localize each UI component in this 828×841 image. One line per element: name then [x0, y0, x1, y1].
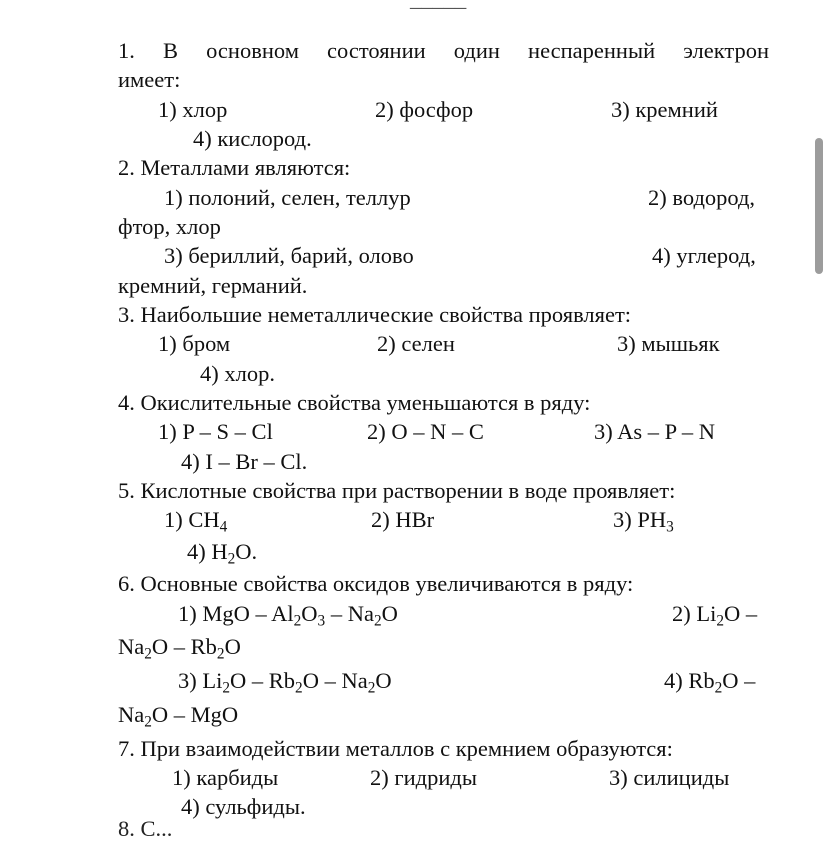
q6-option-4-cont: $Na_2O$ – MgO	[118, 702, 239, 731]
q2-option-1: 1) полоний, селен, теллур	[164, 185, 411, 210]
page-header-fragment	[410, 0, 466, 11]
q4-option-2: 2) O – N – C	[367, 419, 484, 444]
q7-option-1: 1) карбиды	[172, 765, 279, 790]
q5-option-4: 4) $H_2O$.	[187, 539, 258, 568]
q1-option-3: 3) кремний	[611, 97, 718, 122]
next-question-fragment: 8. С...	[118, 816, 173, 841]
q6-option-2: 2) $Li_2O$ –	[672, 601, 758, 630]
q1-option-2: 2) фосфор	[375, 97, 474, 122]
q6-option-1: 1) MgO – $Al_2O_3 - Na_2O$	[178, 601, 398, 630]
question-4-text: 4. Окислительные свойства уменьшаются в ряду:	[118, 390, 591, 415]
q1-option-1: 1) хлор	[158, 97, 228, 122]
q4-option-3: 3) As – P – N	[594, 419, 716, 444]
q1-option-4: 4) кислород.	[193, 126, 312, 151]
q2-option-3: 3) бериллий, барий, олово	[164, 243, 414, 268]
q2-option-4: 4) углерод,	[652, 243, 756, 268]
q3-option-2: 2) селен	[377, 331, 455, 356]
q5-option-2: 2) HBr	[371, 507, 435, 532]
q6-option-3: 3) $Li_2O - Rb_2O - Na_2O$	[178, 668, 392, 697]
question-5-text: 5. Кислотные свойства при растворении в воде проявляет:	[118, 478, 676, 503]
q4-option-1: 1) P – S – Cl	[158, 419, 273, 444]
q5-option-1: 1) $CH_4$	[164, 507, 228, 536]
q2-option-2-cont: фтор, хлор	[118, 214, 221, 239]
question-2-text: 2. Металлами являются:	[118, 155, 351, 180]
q3-option-1: 1) бром	[158, 331, 231, 356]
q6-option-2-cont: $Na_2O - Rb_2O$	[118, 634, 241, 663]
q2-option-2: 2) водород,	[648, 185, 756, 210]
question-3-text: 3. Наибольшие неметаллические свойства проявляет:	[118, 302, 632, 327]
q3-option-3: 3) мышьяк	[617, 331, 720, 356]
question-7-text: 7. При взаимодействии металлов с кремнием образуются:	[118, 736, 673, 761]
question-1-text: 1. В основном состоянии один неспаренный электрон	[118, 38, 769, 63]
q4-option-4: 4) I – Br – Cl.	[181, 449, 308, 474]
q5-option-3: 3) $PH_3$	[613, 507, 674, 536]
q7-option-3: 3) силициды	[609, 765, 730, 790]
q7-option-4: 4) сульфиды.	[181, 794, 306, 819]
question-1-text-cont: имеет:	[118, 67, 181, 92]
scrollbar-thumb[interactable]	[815, 138, 823, 274]
question-6-text: 6. Основные свойства оксидов увеличиваются в ряду:	[118, 571, 634, 596]
q7-option-2: 2) гидриды	[370, 765, 477, 790]
q6-option-4: 4) $Rb_2O$ –	[664, 668, 756, 697]
q3-option-4: 4) хлор.	[200, 361, 275, 386]
q2-option-4-cont: кремний, германий.	[118, 273, 308, 298]
